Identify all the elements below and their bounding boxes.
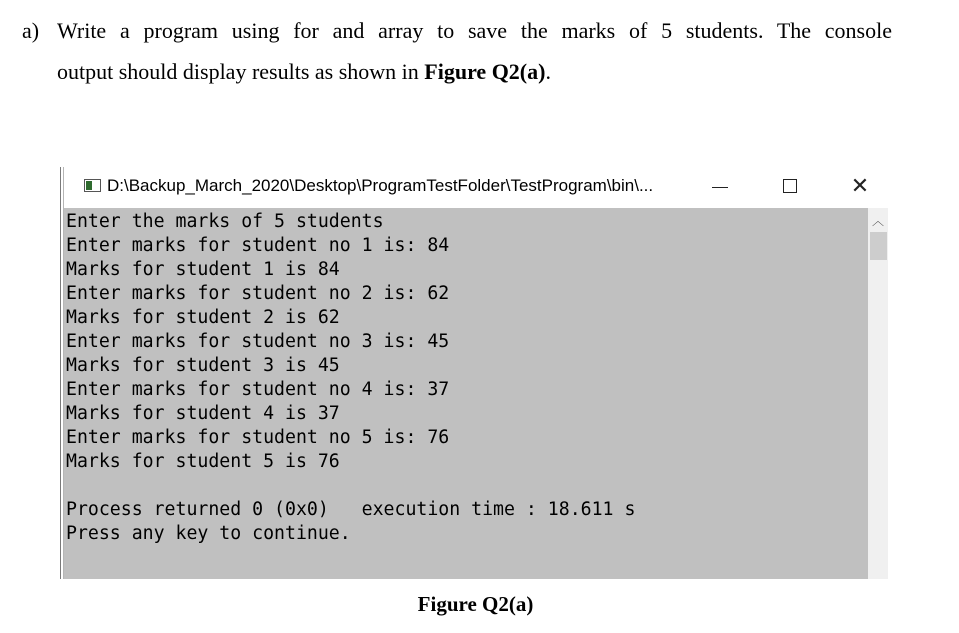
vertical-scrollbar[interactable]	[868, 208, 888, 579]
console-line: Marks for student 2 is 62	[66, 307, 340, 328]
console-line: Marks for student 4 is 37	[66, 403, 340, 424]
console-line: Enter the marks of 5 students	[66, 211, 384, 232]
console-line: Enter marks for student no 3 is: 45	[66, 331, 450, 352]
figure-caption-text: Figure Q2(a)	[417, 592, 534, 616]
console-line: Enter marks for student no 4 is: 37	[66, 379, 450, 400]
figure-caption	[0, 592, 959, 617]
console-line: Enter marks for student no 2 is: 62	[66, 283, 450, 304]
close-button[interactable]	[840, 170, 880, 202]
console-line: Enter marks for student no 5 is: 76	[66, 427, 450, 448]
maximize-icon	[783, 179, 797, 193]
console-line: Marks for student 3 is 45	[66, 355, 340, 376]
console-text	[66, 210, 635, 546]
window-title: D:\Backup_March_2020\Desktop\ProgramTestFolder\TestProgram\bin\...	[107, 176, 654, 195]
scroll-up-arrow-icon: ︿	[871, 213, 884, 228]
console-line: Marks for student 5 is 76	[66, 451, 340, 472]
minimize-button[interactable]	[700, 170, 740, 202]
console-line: Process returned 0 (0x0) execution time : 18.611 s	[66, 499, 636, 520]
question-text-line1: Write a program using for and array to save the marks of 5 students. The console	[57, 18, 892, 43]
console-app-icon[interactable]	[84, 179, 101, 192]
question-text-prefix: output should display results as shown in	[57, 59, 425, 84]
question-text-line2	[57, 59, 551, 85]
console-line: Marks for student 1 is 84	[66, 259, 340, 280]
close-icon: ✕	[850, 173, 870, 199]
console-line: Enter marks for student no 1 is: 84	[66, 235, 450, 256]
console-line: Press any key to continue.	[66, 523, 351, 544]
figure-reference: Figure Q2(a)	[424, 59, 546, 84]
maximize-button[interactable]	[770, 170, 810, 202]
scroll-up-button[interactable]	[868, 210, 888, 230]
question-label: a)	[22, 18, 40, 43]
minimize-icon	[712, 187, 728, 188]
console-line	[66, 474, 635, 498]
scrollbar-thumb[interactable]	[870, 232, 887, 260]
question-text-suffix: .	[545, 59, 551, 84]
